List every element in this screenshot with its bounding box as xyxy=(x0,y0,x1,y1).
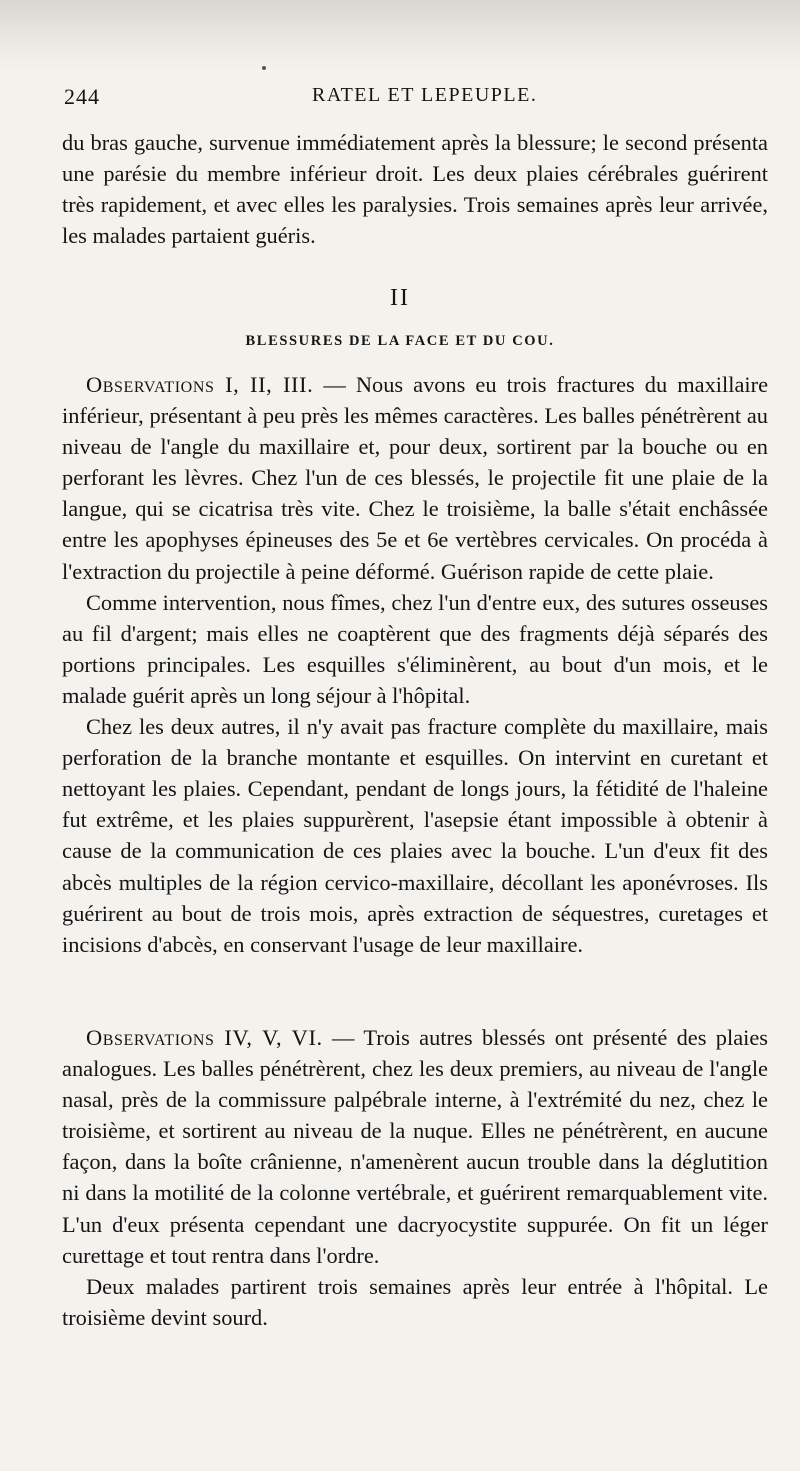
observation-paragraph: Comme intervention, nous fîmes, chez l'un d'entre eux, des sutures osseuses au fil d'argent; mais elles ne coaptèrent que des fragments déjà séparés des portions principales. Les esquilles s'éliminèrent, au bout d'un mois, et le malade guérit après un long séjour à l'hôpital. xyxy=(62,589,768,708)
section-numeral: II xyxy=(390,285,410,311)
intro-paragraph-block xyxy=(62,127,768,251)
observation-text: — Nous avons eu trois fractures du maxillaire inférieur, présentant à peu près les mêmes caractères. Les balles pénétrèrent au niveau de l'angle du maxillaire et, pour deux, sortirent par la bouche ou en perforant les lèvres. Chez l'un de ces blessés, le projectile fit une plaie de la langue, qui se cicatrisa très vite. Chez le troisième, la balle s'était enchâssée entre les apophyses épineuses des 5e et 6e vertèbres cervicales. On procéda à l'extraction du projectile à peine déformé. Guérison rapide de cette plaie. xyxy=(62,372,769,584)
page-number: 244 xyxy=(64,84,100,109)
running-title: RATEL ET LEPEUPLE. xyxy=(312,84,538,106)
observation-lead: Observations I, II, III. xyxy=(86,372,314,397)
observation-paragraph: Chez les deux autres, il n'y avait pas fracture complète du maxillaire, mais perforation de la branche montante et esquilles. On intervint en curetant et nettoyant les plaies. Cependant, pendant de longs jours, la fétidité de l'haleine fut extrême, et les plaies suppurèrent, l'asepsie étant impossible à obtenir à cause de la communication de ces plaies avec la bouche. L'un d'eux fit des abcès multiples de la région cervico-maxillaire, décollant les aponévroses. Ils guérirent au bout de trois mois, après extraction de séquestres, curetages et incisions d'abcès, en conservant l'usage de leur maxillaire. xyxy=(62,714,768,957)
running-head xyxy=(64,84,764,114)
observation-paragraph xyxy=(62,1022,768,1271)
observations-1-3-block xyxy=(62,369,768,960)
intro-paragraph: du bras gauche, survenue immédiatement après la blessure; le second présenta une parésie du membre inférieur droit. Les deux plaies cérébrales guérirent très rapidement, et avec elles les paralysies. Trois semaines après leur arrivée, les malades partaient guéris. xyxy=(62,130,768,249)
observation-text: — Trois autres blessés ont présenté des plaies analogues. Les balles pénétrèrent, chez les deux premiers, au niveau de l'angle nasal, près de la commissure palpébrale interne, à l'extrémité du nez, chez le troisième, et sortirent au niveau de la nuque. Elles ne pénétrèrent, en aucune façon, dans la boîte crânienne, n'amenèrent aucun trouble dans la déglutition ni dans la motilité de la colonne vertébrale, et guérirent remarquablement vite. L'un d'eux présenta cependant une dacryocystite suppurée. On fit un léger curettage et tout rentra dans l'ordre. xyxy=(62,1025,769,1268)
observation-paragraph: Deux malades partirent trois semaines après leur entrée à l'hôpital. Le troisième devint sourd. xyxy=(62,1273,768,1330)
section-heading: BLESSURES DE LA FACE ET DU COU. xyxy=(245,333,555,349)
ink-speck xyxy=(262,66,266,70)
observation-paragraph xyxy=(62,369,768,587)
observation-lead: Observations IV, V, VI. xyxy=(86,1025,323,1050)
observations-4-6-block xyxy=(62,1022,768,1333)
page-top-shadow xyxy=(0,0,800,70)
